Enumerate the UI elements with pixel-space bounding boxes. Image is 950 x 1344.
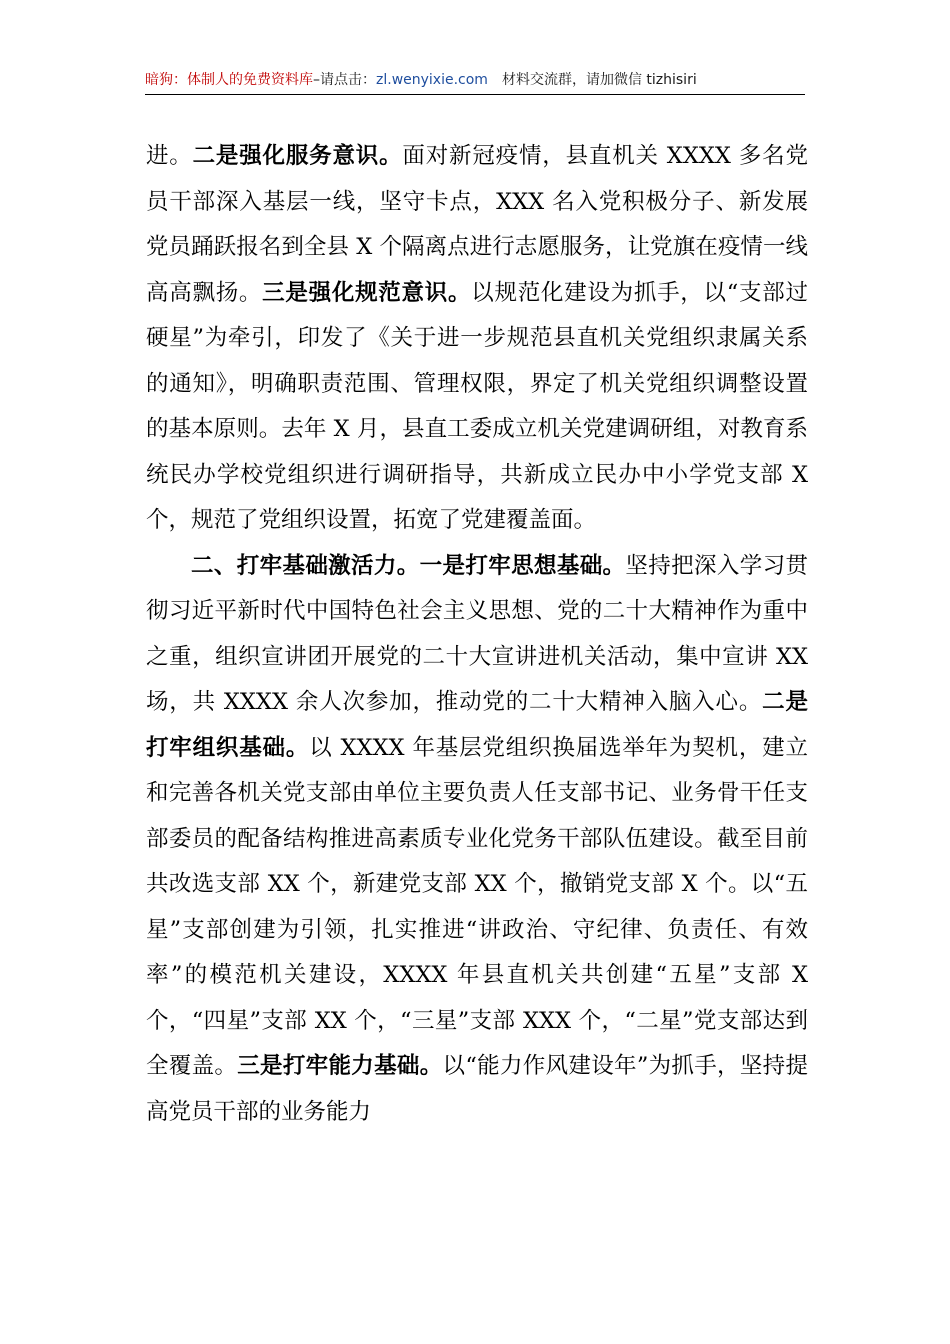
paragraph-2 xyxy=(146,544,808,1136)
p1-text-3: 以规范化建设为抓手，以“支部过硬星”为牵引，印发了《关于进一步规范县直机关党组织隶属关系的通知》，明确职责范围、管理权限，界定了机关党组织调整设置的基本原则。去年 X 月，县直工委成立机关党建调研组，对教育系统民办学校党组织进行调研指导，共新成立民办中小学党支部 X 个，规范了党组织设置，拓宽了党建覆盖面。 xyxy=(146,279,808,533)
p1-bold-heading-norms: 三是强化规范意识。 xyxy=(262,279,472,306)
paragraph-1 xyxy=(146,134,808,544)
p2-bold-heading-foundation: 二、打牢基础激活力。一是打牢思想基础。 xyxy=(191,552,626,579)
p1-text-2: 面对新冠疫情，县直机关 XXXX 多名党员干部深入基层一线，坚守卡点，XXX 名入党积极分子、新发展党员踊跃报名到全县 X 个隔离点进行志愿服务，让党旗在疫情一线高高飘扬。 xyxy=(146,143,808,306)
header-site-name: 暗狗：体制人的免费资料库 xyxy=(145,72,313,88)
p2-bold-heading-ability: 三是打牢能力基础。 xyxy=(237,1053,443,1079)
header-url-link[interactable]: zl.wenyixie.com xyxy=(376,72,488,88)
page-header xyxy=(145,66,805,95)
header-click-prompt: –请点击： xyxy=(313,72,376,88)
document-body xyxy=(146,134,808,1135)
p1-bold-heading-service: 二是强化服务意识。 xyxy=(192,143,403,169)
p2-text-2: 以 XXXX 年基层党组织换届选举年为契机，建立和完善各机关党支部由单位主要负责人任支部书记、业务骨干任支部委员的配备结构推进高素质专业化党务干部队伍建设。截至目前共改选支部 XX 个，新建党支部 XX 个，撤销党支部 X 个。以“五星”支部创建为引领，扎实推进“讲政治、守纪律、负责任、有效率”的模范机关建设，XXXX 年县直机关共创建“五星”支部 X 个，“四星”支部 XX 个，“三星”支部 XXX 个，“二星”党支部达到全覆盖。 xyxy=(146,734,808,1079)
p2-text-1: 坚持把深入学习贯彻习近平新时代中国特色社会主义思想、党的二十大精神作为重中之重，组织宣讲团开展党的二十大宣讲进机关活动，集中宣讲 XX 场，共 XXXX 余人次参加，推动党的二十大精神入脑入心。 xyxy=(146,552,808,715)
p2-bold-heading-organization: 二是打牢组织基础。 xyxy=(146,689,808,761)
header-wechat-note: 材料交流群，请加微信 tizhisiri xyxy=(501,72,697,88)
p2-text-3: 以“能力作风建设年”为抓手，坚持提高党员干部的业务能力 xyxy=(146,1053,808,1125)
p1-text-1: 进。 xyxy=(146,143,193,169)
